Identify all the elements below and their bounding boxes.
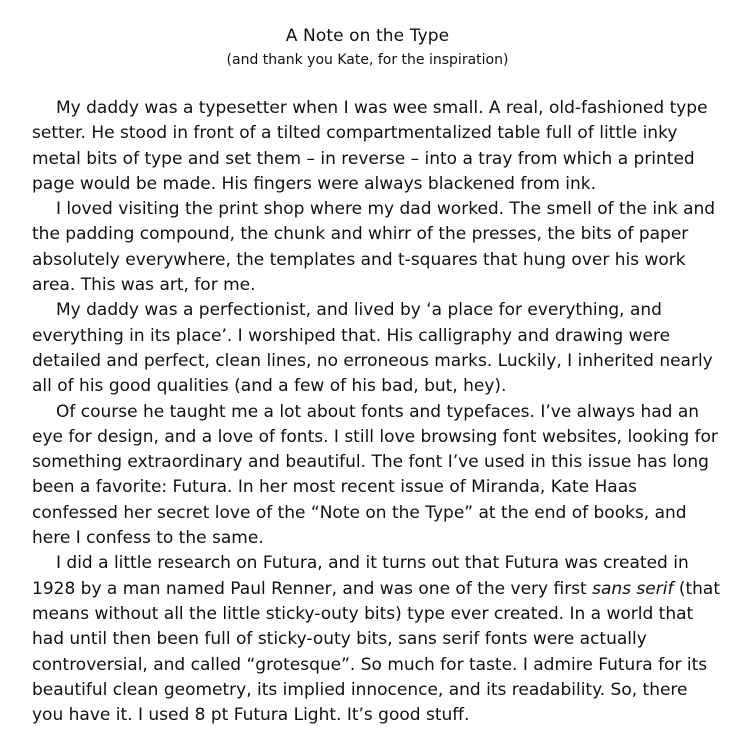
page-title: A Note on the Type xyxy=(285,26,450,46)
article-body xyxy=(32,96,722,728)
page-subtitle: (and thank you Kate, for the inspiration) xyxy=(226,52,509,68)
paragraph-perfectionist: My daddy was a perfectionist, and lived by ‘a place for everything, and everything in its place’. I worshiped that. His calligraphy and drawing were detailed and perfect, clean lines, no erroneous marks. Luckily, I inherited nearly all of his good qualities (and a few of his bad, but, hey). xyxy=(32,300,713,397)
paragraph-futura-emphasis: sans serif xyxy=(592,578,674,599)
paragraph-fonts: Of course he taught me a lot about fonts and typefaces. I’ve always had an eye for design, and a love of fonts. I still love browsing font websites, looking for something extraordinary and beautiful. The font I’ve used in this issue has long been a favorite: Futura. In her most recent issue of Miranda, Kate Haas confessed her secret love of the “Note on the Type” at the end of books, and here I confess to the same. xyxy=(32,401,718,549)
paragraph-typesetter: My daddy was a typesetter when I was wee small. A real, old-fashioned type setter. He stood in front of a tilted compartmentalized table full of little inky metal bits of type and set them – in reverse – into a tray from which a printed page would be made. His fingers were always blackened from ink. xyxy=(32,98,708,194)
paragraph-futura-before: I did a little research on Futura, and it turns out that Futura was created in 1928 by a man named Paul Renner, and was one of the very first xyxy=(32,553,689,599)
paragraph-futura-after: (that means without all the little sticky-outy bits) type ever created. In a world that had until then been full of sticky-outy bits, sans serif fonts were actually controversial, and called “grotesque”. So much for taste. I admire Futura for its beautiful clean geometry, its implied innocence, and its readability. So, there you have it. I used 8 pt Futura Light. It’s good stuff. xyxy=(32,578,721,726)
paragraph-futura xyxy=(32,551,722,728)
paragraph-print-shop: I loved visiting the print shop where my dad worked. The smell of the ink and the padding compound, the chunk and whirr of the presses, the bits of paper absolutely everywhere, the templates and t-squares that hung over his work area. This was art, for me. xyxy=(32,199,716,296)
